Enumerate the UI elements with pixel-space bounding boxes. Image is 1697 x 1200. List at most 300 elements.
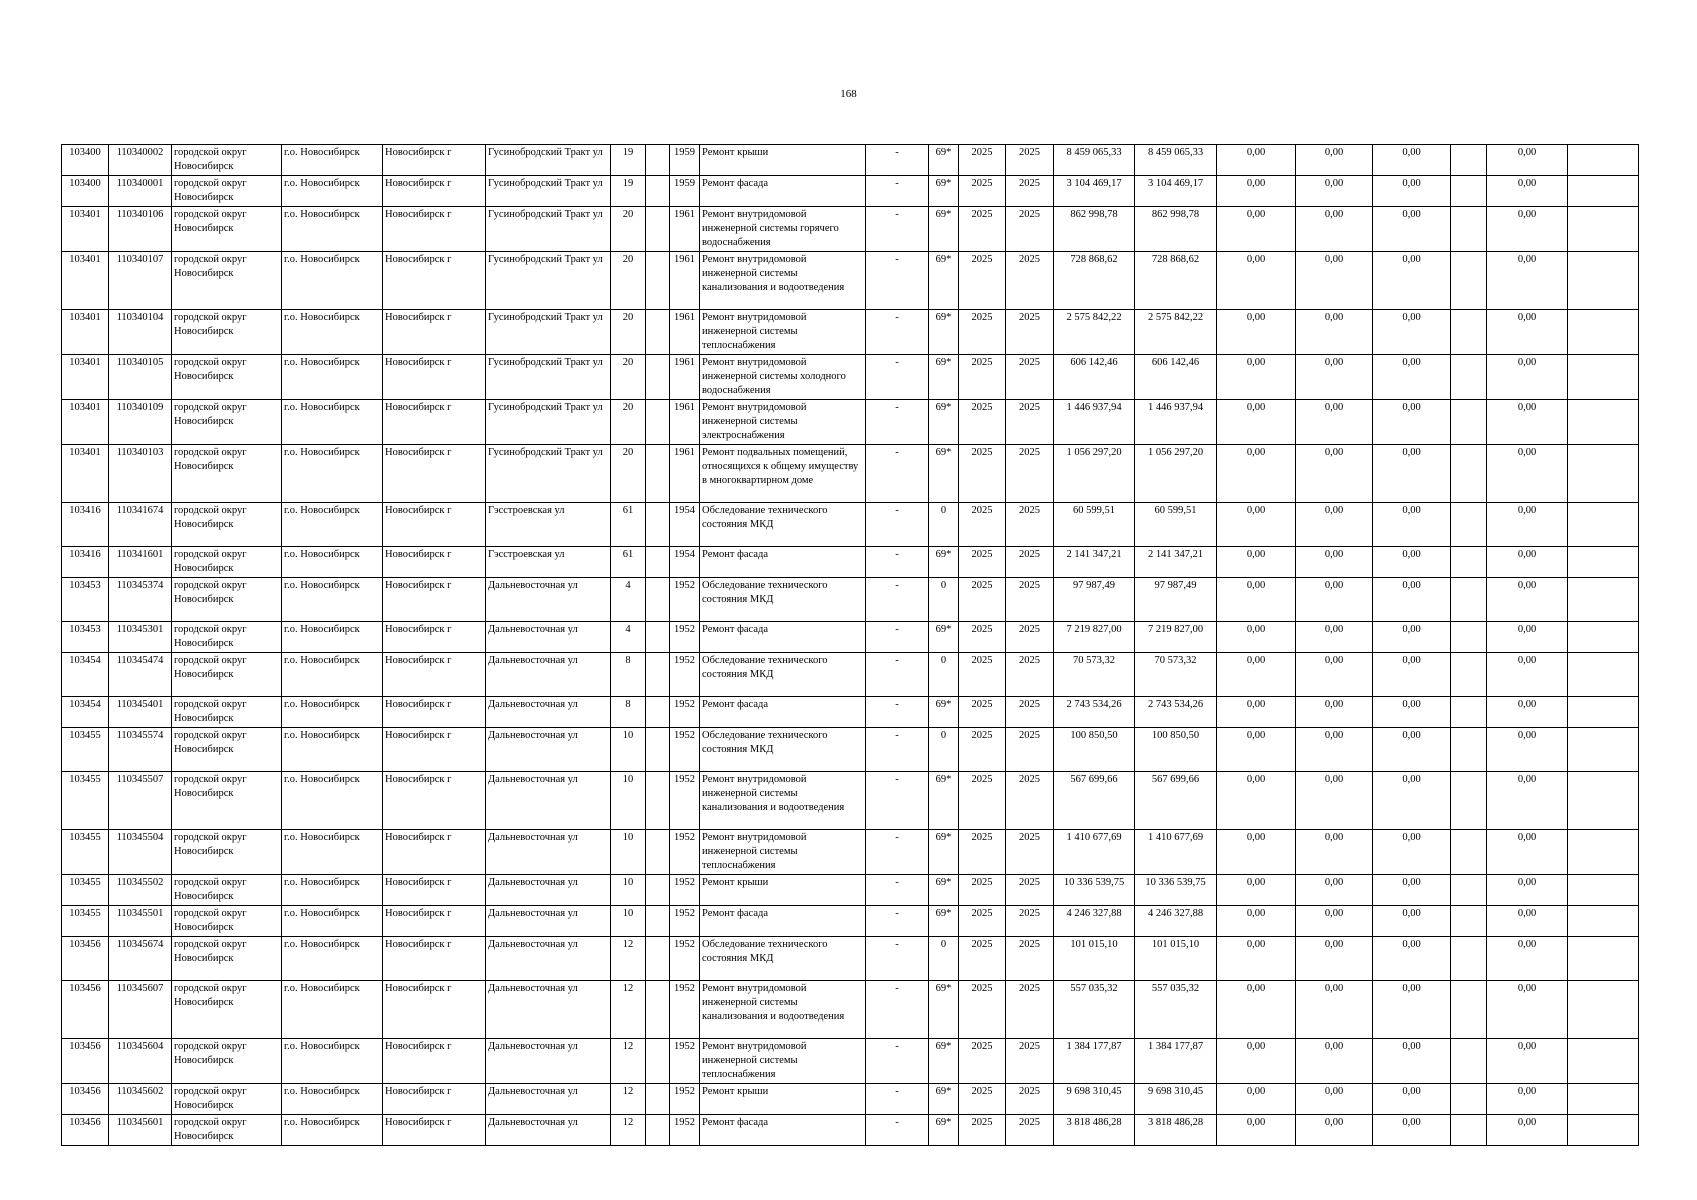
settlement-cell: г.о. Новосибирск bbox=[282, 981, 383, 1039]
cost-fund-cell: 557 035,32 bbox=[1135, 981, 1217, 1039]
empty-cell bbox=[1568, 252, 1639, 310]
cost-total-cell: 1 056 297,20 bbox=[1054, 445, 1135, 503]
house-id-cell: 103456 bbox=[62, 981, 109, 1039]
plan-year-end-cell: 2025 bbox=[1006, 252, 1054, 310]
plan-year-start-cell: 2025 bbox=[959, 176, 1006, 207]
amount-cell: 0,00 bbox=[1217, 728, 1296, 772]
empty-cell bbox=[1568, 445, 1639, 503]
amount-cell: 0,00 bbox=[1217, 503, 1296, 547]
cost-total-cell: 100 850,50 bbox=[1054, 728, 1135, 772]
street-cell: Дальневосточная ул bbox=[486, 653, 611, 697]
settlement-cell: г.о. Новосибирск bbox=[282, 145, 383, 176]
empty-cell bbox=[646, 1084, 670, 1115]
municipality-cell: городской округ Новосибирск bbox=[172, 1039, 282, 1084]
street-cell: Дальневосточная ул bbox=[486, 981, 611, 1039]
city-cell: Новосибирск г bbox=[383, 207, 486, 252]
work-type-cell: Ремонт внутридомовой инженерной системы канализования и водоотведения bbox=[700, 772, 866, 830]
cost-fund-cell: 60 599,51 bbox=[1135, 503, 1217, 547]
empty-cell bbox=[1451, 622, 1487, 653]
amount-cell: 0,00 bbox=[1487, 1115, 1568, 1146]
empty-cell bbox=[1568, 176, 1639, 207]
settlement-cell: г.о. Новосибирск bbox=[282, 578, 383, 622]
amount-cell: 0,00 bbox=[1373, 772, 1451, 830]
plan-year-end-cell: 2025 bbox=[1006, 653, 1054, 697]
amount-cell: 0,00 bbox=[1296, 937, 1373, 981]
work-type-cell: Ремонт внутридомовой инженерной системы канализования и водоотведения bbox=[700, 981, 866, 1039]
amount-cell: 0,00 bbox=[1296, 355, 1373, 400]
empty-cell bbox=[1451, 875, 1487, 906]
empty-cell bbox=[1451, 145, 1487, 176]
street-cell: Гусинобродский Тракт ул bbox=[486, 176, 611, 207]
table-row bbox=[62, 653, 1639, 697]
house-id-cell: 103400 bbox=[62, 145, 109, 176]
table-row bbox=[62, 981, 1639, 1039]
empty-cell bbox=[1451, 252, 1487, 310]
amount-cell: 0,00 bbox=[1487, 503, 1568, 547]
cost-total-cell: 7 219 827,00 bbox=[1054, 622, 1135, 653]
table-row bbox=[62, 176, 1639, 207]
cost-fund-cell: 862 998,78 bbox=[1135, 207, 1217, 252]
amount-cell: 0,00 bbox=[1217, 981, 1296, 1039]
cost-fund-cell: 606 142,46 bbox=[1135, 355, 1217, 400]
cost-total-cell: 1 384 177,87 bbox=[1054, 1039, 1135, 1084]
house-id-cell: 103456 bbox=[62, 1039, 109, 1084]
empty-cell bbox=[1451, 310, 1487, 355]
house-id-cell: 103454 bbox=[62, 653, 109, 697]
amount-cell: 0,00 bbox=[1487, 176, 1568, 207]
cost-fund-cell: 1 410 677,69 bbox=[1135, 830, 1217, 875]
table-row bbox=[62, 547, 1639, 578]
empty-cell bbox=[1451, 728, 1487, 772]
dash-cell: - bbox=[866, 1084, 929, 1115]
municipality-cell: городской округ Новосибирск bbox=[172, 1084, 282, 1115]
work-code-cell: 110340106 bbox=[109, 207, 172, 252]
plan-year-start-cell: 2025 bbox=[959, 310, 1006, 355]
build-year-cell: 1952 bbox=[670, 937, 700, 981]
house-id-cell: 103401 bbox=[62, 252, 109, 310]
city-cell: Новосибирск г bbox=[383, 445, 486, 503]
amount-cell: 0,00 bbox=[1296, 772, 1373, 830]
norm-cell: 69* bbox=[929, 355, 959, 400]
empty-cell bbox=[1451, 355, 1487, 400]
house-number-cell: 20 bbox=[611, 355, 646, 400]
work-code-cell: 110340001 bbox=[109, 176, 172, 207]
cost-total-cell: 606 142,46 bbox=[1054, 355, 1135, 400]
empty-cell bbox=[646, 547, 670, 578]
city-cell: Новосибирск г bbox=[383, 830, 486, 875]
empty-cell bbox=[1451, 445, 1487, 503]
municipality-cell: городской округ Новосибирск bbox=[172, 1115, 282, 1146]
city-cell: Новосибирск г bbox=[383, 503, 486, 547]
city-cell: Новосибирск г bbox=[383, 772, 486, 830]
city-cell: Новосибирск г bbox=[383, 1039, 486, 1084]
table-row bbox=[62, 400, 1639, 445]
plan-year-end-cell: 2025 bbox=[1006, 207, 1054, 252]
amount-cell: 0,00 bbox=[1373, 1115, 1451, 1146]
empty-cell bbox=[1568, 547, 1639, 578]
empty-cell bbox=[646, 578, 670, 622]
work-code-cell: 110345504 bbox=[109, 830, 172, 875]
amount-cell: 0,00 bbox=[1296, 1115, 1373, 1146]
plan-year-start-cell: 2025 bbox=[959, 445, 1006, 503]
cost-total-cell: 8 459 065,33 bbox=[1054, 145, 1135, 176]
amount-cell: 0,00 bbox=[1487, 906, 1568, 937]
plan-year-start-cell: 2025 bbox=[959, 697, 1006, 728]
table-row bbox=[62, 937, 1639, 981]
house-id-cell: 103401 bbox=[62, 310, 109, 355]
plan-year-end-cell: 2025 bbox=[1006, 1115, 1054, 1146]
work-type-cell: Ремонт фасада bbox=[700, 906, 866, 937]
house-id-cell: 103455 bbox=[62, 906, 109, 937]
work-type-cell: Ремонт фасада bbox=[700, 547, 866, 578]
cost-fund-cell: 2 743 534,26 bbox=[1135, 697, 1217, 728]
empty-cell bbox=[646, 653, 670, 697]
amount-cell: 0,00 bbox=[1296, 653, 1373, 697]
amount-cell: 0,00 bbox=[1217, 772, 1296, 830]
work-code-cell: 110340002 bbox=[109, 145, 172, 176]
work-code-cell: 110340104 bbox=[109, 310, 172, 355]
table-row bbox=[62, 906, 1639, 937]
cost-fund-cell: 4 246 327,88 bbox=[1135, 906, 1217, 937]
plan-year-start-cell: 2025 bbox=[959, 772, 1006, 830]
amount-cell: 0,00 bbox=[1373, 503, 1451, 547]
cost-total-cell: 2 141 347,21 bbox=[1054, 547, 1135, 578]
amount-cell: 0,00 bbox=[1487, 1084, 1568, 1115]
empty-cell bbox=[1451, 830, 1487, 875]
empty-cell bbox=[1451, 207, 1487, 252]
work-type-cell: Ремонт внутридомовой инженерной системы теплоснабжения bbox=[700, 830, 866, 875]
municipality-cell: городской округ Новосибирск bbox=[172, 503, 282, 547]
settlement-cell: г.о. Новосибирск bbox=[282, 653, 383, 697]
municipality-cell: городской округ Новосибирск bbox=[172, 728, 282, 772]
cost-total-cell: 3 818 486,28 bbox=[1054, 1115, 1135, 1146]
work-type-cell: Ремонт фасада bbox=[700, 176, 866, 207]
amount-cell: 0,00 bbox=[1373, 176, 1451, 207]
amount-cell: 0,00 bbox=[1217, 310, 1296, 355]
work-code-cell: 110345574 bbox=[109, 728, 172, 772]
city-cell: Новосибирск г bbox=[383, 145, 486, 176]
cost-total-cell: 862 998,78 bbox=[1054, 207, 1135, 252]
empty-cell bbox=[1451, 1084, 1487, 1115]
house-number-cell: 12 bbox=[611, 1115, 646, 1146]
municipality-cell: городской округ Новосибирск bbox=[172, 310, 282, 355]
build-year-cell: 1952 bbox=[670, 1039, 700, 1084]
dash-cell: - bbox=[866, 906, 929, 937]
street-cell: Гусинобродский Тракт ул bbox=[486, 145, 611, 176]
city-cell: Новосибирск г bbox=[383, 653, 486, 697]
plan-year-start-cell: 2025 bbox=[959, 653, 1006, 697]
municipality-cell: городской округ Новосибирск bbox=[172, 697, 282, 728]
empty-cell bbox=[1568, 653, 1639, 697]
amount-cell: 0,00 bbox=[1373, 697, 1451, 728]
amount-cell: 0,00 bbox=[1487, 400, 1568, 445]
empty-cell bbox=[1451, 772, 1487, 830]
street-cell: Дальневосточная ул bbox=[486, 875, 611, 906]
norm-cell: 69* bbox=[929, 400, 959, 445]
norm-cell: 69* bbox=[929, 176, 959, 207]
plan-year-start-cell: 2025 bbox=[959, 355, 1006, 400]
amount-cell: 0,00 bbox=[1296, 445, 1373, 503]
empty-cell bbox=[1568, 578, 1639, 622]
settlement-cell: г.о. Новосибирск bbox=[282, 176, 383, 207]
city-cell: Новосибирск г bbox=[383, 355, 486, 400]
build-year-cell: 1961 bbox=[670, 207, 700, 252]
cost-fund-cell: 1 384 177,87 bbox=[1135, 1039, 1217, 1084]
build-year-cell: 1952 bbox=[670, 1115, 700, 1146]
settlement-cell: г.о. Новосибирск bbox=[282, 1084, 383, 1115]
amount-cell: 0,00 bbox=[1373, 547, 1451, 578]
norm-cell: 0 bbox=[929, 728, 959, 772]
work-type-cell: Ремонт внутридомовой инженерной системы холодного водоснабжения bbox=[700, 355, 866, 400]
plan-year-end-cell: 2025 bbox=[1006, 503, 1054, 547]
empty-cell bbox=[1451, 578, 1487, 622]
amount-cell: 0,00 bbox=[1487, 653, 1568, 697]
dash-cell: - bbox=[866, 578, 929, 622]
amount-cell: 0,00 bbox=[1487, 547, 1568, 578]
build-year-cell: 1959 bbox=[670, 145, 700, 176]
house-number-cell: 4 bbox=[611, 578, 646, 622]
city-cell: Новосибирск г bbox=[383, 176, 486, 207]
city-cell: Новосибирск г bbox=[383, 906, 486, 937]
plan-year-start-cell: 2025 bbox=[959, 547, 1006, 578]
empty-cell bbox=[1451, 1115, 1487, 1146]
settlement-cell: г.о. Новосибирск bbox=[282, 728, 383, 772]
empty-cell bbox=[646, 252, 670, 310]
settlement-cell: г.о. Новосибирск bbox=[282, 252, 383, 310]
settlement-cell: г.о. Новосибирск bbox=[282, 503, 383, 547]
table-row bbox=[62, 252, 1639, 310]
house-id-cell: 103456 bbox=[62, 1084, 109, 1115]
amount-cell: 0,00 bbox=[1487, 1039, 1568, 1084]
municipality-cell: городской округ Новосибирск bbox=[172, 830, 282, 875]
amount-cell: 0,00 bbox=[1373, 875, 1451, 906]
empty-cell bbox=[646, 622, 670, 653]
cost-total-cell: 60 599,51 bbox=[1054, 503, 1135, 547]
amount-cell: 0,00 bbox=[1487, 622, 1568, 653]
dash-cell: - bbox=[866, 697, 929, 728]
plan-year-end-cell: 2025 bbox=[1006, 622, 1054, 653]
work-code-cell: 110345602 bbox=[109, 1084, 172, 1115]
norm-cell: 69* bbox=[929, 547, 959, 578]
municipality-cell: городской округ Новосибирск bbox=[172, 355, 282, 400]
amount-cell: 0,00 bbox=[1296, 145, 1373, 176]
amount-cell: 0,00 bbox=[1373, 937, 1451, 981]
amount-cell: 0,00 bbox=[1217, 622, 1296, 653]
amount-cell: 0,00 bbox=[1296, 310, 1373, 355]
dash-cell: - bbox=[866, 503, 929, 547]
norm-cell: 69* bbox=[929, 445, 959, 503]
street-cell: Дальневосточная ул bbox=[486, 1084, 611, 1115]
amount-cell: 0,00 bbox=[1373, 1084, 1451, 1115]
settlement-cell: г.о. Новосибирск bbox=[282, 906, 383, 937]
plan-year-end-cell: 2025 bbox=[1006, 547, 1054, 578]
house-id-cell: 103416 bbox=[62, 547, 109, 578]
amount-cell: 0,00 bbox=[1487, 772, 1568, 830]
amount-cell: 0,00 bbox=[1487, 310, 1568, 355]
house-number-cell: 10 bbox=[611, 875, 646, 906]
city-cell: Новосибирск г bbox=[383, 400, 486, 445]
plan-year-end-cell: 2025 bbox=[1006, 772, 1054, 830]
amount-cell: 0,00 bbox=[1296, 252, 1373, 310]
empty-cell bbox=[646, 772, 670, 830]
empty-cell bbox=[646, 207, 670, 252]
plan-year-end-cell: 2025 bbox=[1006, 728, 1054, 772]
street-cell: Дальневосточная ул bbox=[486, 1115, 611, 1146]
empty-cell bbox=[1568, 937, 1639, 981]
house-number-cell: 20 bbox=[611, 400, 646, 445]
dash-cell: - bbox=[866, 445, 929, 503]
settlement-cell: г.о. Новосибирск bbox=[282, 830, 383, 875]
amount-cell: 0,00 bbox=[1296, 400, 1373, 445]
plan-year-start-cell: 2025 bbox=[959, 400, 1006, 445]
build-year-cell: 1954 bbox=[670, 503, 700, 547]
norm-cell: 69* bbox=[929, 697, 959, 728]
plan-year-end-cell: 2025 bbox=[1006, 906, 1054, 937]
empty-cell bbox=[646, 830, 670, 875]
norm-cell: 69* bbox=[929, 252, 959, 310]
work-code-cell: 110340107 bbox=[109, 252, 172, 310]
street-cell: Гусинобродский Тракт ул bbox=[486, 445, 611, 503]
norm-cell: 69* bbox=[929, 1039, 959, 1084]
house-number-cell: 8 bbox=[611, 697, 646, 728]
capital-repair-table bbox=[61, 144, 1639, 1146]
amount-cell: 0,00 bbox=[1217, 1084, 1296, 1115]
plan-year-end-cell: 2025 bbox=[1006, 981, 1054, 1039]
work-type-cell: Обследование технического состояния МКД bbox=[700, 937, 866, 981]
amount-cell: 0,00 bbox=[1487, 937, 1568, 981]
settlement-cell: г.о. Новосибирск bbox=[282, 697, 383, 728]
norm-cell: 69* bbox=[929, 906, 959, 937]
table-row bbox=[62, 875, 1639, 906]
street-cell: Гусинобродский Тракт ул bbox=[486, 252, 611, 310]
house-number-cell: 20 bbox=[611, 310, 646, 355]
house-id-cell: 103456 bbox=[62, 1115, 109, 1146]
work-type-cell: Ремонт внутридомовой инженерной системы теплоснабжения bbox=[700, 310, 866, 355]
build-year-cell: 1954 bbox=[670, 547, 700, 578]
amount-cell: 0,00 bbox=[1487, 355, 1568, 400]
empty-cell bbox=[1568, 1084, 1639, 1115]
build-year-cell: 1952 bbox=[670, 622, 700, 653]
amount-cell: 0,00 bbox=[1373, 830, 1451, 875]
build-year-cell: 1961 bbox=[670, 252, 700, 310]
empty-cell bbox=[646, 445, 670, 503]
page-number: 168 bbox=[840, 88, 857, 100]
dash-cell: - bbox=[866, 1039, 929, 1084]
house-number-cell: 12 bbox=[611, 937, 646, 981]
street-cell: Дальневосточная ул bbox=[486, 1039, 611, 1084]
amount-cell: 0,00 bbox=[1296, 207, 1373, 252]
empty-cell bbox=[1568, 145, 1639, 176]
street-cell: Гэсстроевская ул bbox=[486, 547, 611, 578]
plan-year-start-cell: 2025 bbox=[959, 906, 1006, 937]
empty-cell bbox=[1451, 547, 1487, 578]
empty-cell bbox=[646, 310, 670, 355]
table-row bbox=[62, 445, 1639, 503]
amount-cell: 0,00 bbox=[1296, 547, 1373, 578]
table-row bbox=[62, 697, 1639, 728]
dash-cell: - bbox=[866, 176, 929, 207]
cost-total-cell: 4 246 327,88 bbox=[1054, 906, 1135, 937]
cost-fund-cell: 567 699,66 bbox=[1135, 772, 1217, 830]
municipality-cell: городской округ Новосибирск bbox=[172, 207, 282, 252]
empty-cell bbox=[1451, 653, 1487, 697]
empty-cell bbox=[1568, 1115, 1639, 1146]
house-number-cell: 19 bbox=[611, 145, 646, 176]
build-year-cell: 1959 bbox=[670, 176, 700, 207]
table-row bbox=[62, 1039, 1639, 1084]
amount-cell: 0,00 bbox=[1217, 578, 1296, 622]
street-cell: Гусинобродский Тракт ул bbox=[486, 400, 611, 445]
amount-cell: 0,00 bbox=[1373, 906, 1451, 937]
amount-cell: 0,00 bbox=[1373, 653, 1451, 697]
work-type-cell: Ремонт крыши bbox=[700, 875, 866, 906]
work-code-cell: 110340105 bbox=[109, 355, 172, 400]
norm-cell: 0 bbox=[929, 937, 959, 981]
empty-cell bbox=[1568, 875, 1639, 906]
work-code-cell: 110345601 bbox=[109, 1115, 172, 1146]
cost-fund-cell: 1 446 937,94 bbox=[1135, 400, 1217, 445]
cost-fund-cell: 728 868,62 bbox=[1135, 252, 1217, 310]
plan-year-end-cell: 2025 bbox=[1006, 400, 1054, 445]
empty-cell bbox=[646, 728, 670, 772]
empty-cell bbox=[1568, 981, 1639, 1039]
empty-cell bbox=[646, 503, 670, 547]
house-id-cell: 103400 bbox=[62, 176, 109, 207]
house-number-cell: 12 bbox=[611, 981, 646, 1039]
dash-cell: - bbox=[866, 622, 929, 653]
cost-total-cell: 1 446 937,94 bbox=[1054, 400, 1135, 445]
empty-cell bbox=[646, 937, 670, 981]
work-code-cell: 110341601 bbox=[109, 547, 172, 578]
cost-fund-cell: 3 104 469,17 bbox=[1135, 176, 1217, 207]
cost-fund-cell: 101 015,10 bbox=[1135, 937, 1217, 981]
street-cell: Дальневосточная ул bbox=[486, 772, 611, 830]
municipality-cell: городской округ Новосибирск bbox=[172, 400, 282, 445]
work-code-cell: 110345604 bbox=[109, 1039, 172, 1084]
amount-cell: 0,00 bbox=[1373, 622, 1451, 653]
table-row bbox=[62, 830, 1639, 875]
table-row bbox=[62, 145, 1639, 176]
amount-cell: 0,00 bbox=[1296, 578, 1373, 622]
norm-cell: 69* bbox=[929, 310, 959, 355]
house-number-cell: 12 bbox=[611, 1039, 646, 1084]
plan-year-start-cell: 2025 bbox=[959, 1084, 1006, 1115]
house-number-cell: 10 bbox=[611, 906, 646, 937]
settlement-cell: г.о. Новосибирск bbox=[282, 875, 383, 906]
amount-cell: 0,00 bbox=[1217, 176, 1296, 207]
house-number-cell: 20 bbox=[611, 445, 646, 503]
plan-year-start-cell: 2025 bbox=[959, 1039, 1006, 1084]
empty-cell bbox=[1568, 310, 1639, 355]
plan-year-end-cell: 2025 bbox=[1006, 176, 1054, 207]
build-year-cell: 1952 bbox=[670, 578, 700, 622]
house-id-cell: 103453 bbox=[62, 578, 109, 622]
amount-cell: 0,00 bbox=[1296, 906, 1373, 937]
norm-cell: 0 bbox=[929, 653, 959, 697]
empty-cell bbox=[1451, 400, 1487, 445]
build-year-cell: 1952 bbox=[670, 772, 700, 830]
municipality-cell: городской округ Новосибирск bbox=[172, 578, 282, 622]
table-body bbox=[62, 145, 1639, 1146]
cost-fund-cell: 2 141 347,21 bbox=[1135, 547, 1217, 578]
plan-year-end-cell: 2025 bbox=[1006, 1084, 1054, 1115]
amount-cell: 0,00 bbox=[1487, 252, 1568, 310]
amount-cell: 0,00 bbox=[1217, 653, 1296, 697]
amount-cell: 0,00 bbox=[1373, 1039, 1451, 1084]
plan-year-end-cell: 2025 bbox=[1006, 145, 1054, 176]
house-id-cell: 103455 bbox=[62, 772, 109, 830]
plan-year-end-cell: 2025 bbox=[1006, 697, 1054, 728]
